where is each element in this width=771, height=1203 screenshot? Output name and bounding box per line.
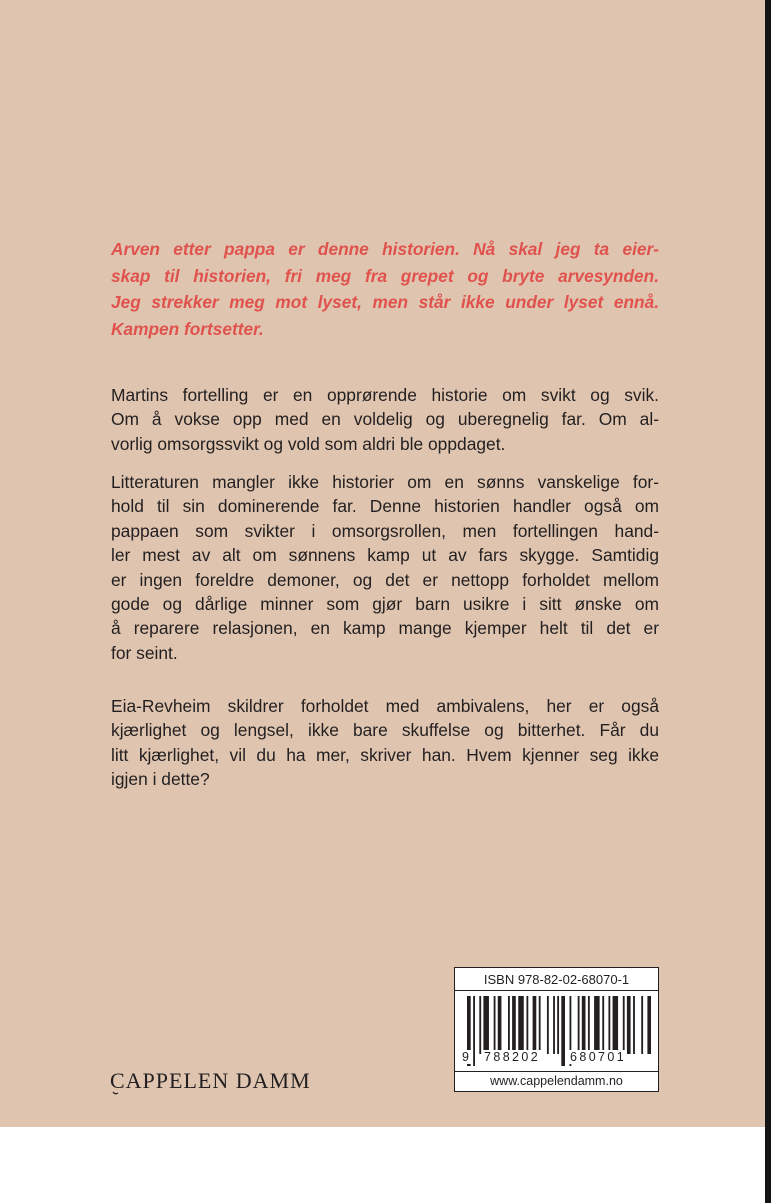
barcode-bar (553, 996, 555, 1054)
paragraph-ambivalence (111, 694, 659, 792)
pull-quote (111, 236, 659, 342)
barcode-bar (641, 996, 643, 1054)
barcode-bar (588, 996, 590, 1054)
barcode-digits (461, 1050, 655, 1068)
publisher-url: www.cappelendamm.no (455, 1071, 658, 1091)
text-line: igjen i dette? (111, 769, 210, 790)
text-line: Litteraturen mangler ikke historier om en sønns vanskelige for- (111, 472, 659, 492)
quote-line: skap til historien, fri meg fra grepet og bryte arvesynden. (111, 265, 659, 286)
paragraph-literature (111, 470, 659, 665)
barcode-bar (508, 996, 510, 1054)
barcode-bar (479, 996, 481, 1054)
barcode-bar (526, 996, 528, 1054)
text-line: å reparere relasjonen, en kamp mange kjemper helt til det er (111, 618, 659, 639)
barcode-bar (539, 996, 541, 1054)
paragraph-intro (111, 383, 659, 456)
barcode-bar (518, 996, 524, 1054)
svg-text:CAPPELEN DAMM: CAPPELEN DAMM (110, 1068, 311, 1093)
barcode-bar (494, 996, 496, 1054)
quote-line: Kampen fortsetter. (111, 318, 264, 339)
text-line: litt kjærlighet, vil du ha mer, skriver han. Hvem kjenner seg ikke (111, 744, 659, 765)
barcode-bar (547, 996, 549, 1054)
edge-strip (765, 0, 771, 1203)
text-line: ler mest av alt om sønnens kamp ut av fars skygge. Samtidig (111, 545, 659, 566)
text-line: Eia-Revheim skildrer forholdet med ambivalens, her er også (111, 696, 659, 716)
barcode-bar (627, 996, 631, 1054)
quote-line: Arven etter pappa er denne historien. Nå skal jeg ta eier- (111, 239, 659, 259)
isbn-barcode (454, 967, 659, 1092)
barcode-bar (608, 996, 610, 1054)
barcode-bar (623, 996, 625, 1054)
text-line: pappaen som svikter i omsorgsrollen, men fortellingen hand- (111, 520, 659, 541)
barcode-bar (533, 996, 537, 1054)
text-line: for seint. (111, 642, 178, 663)
barcode-right-group: 680701 (570, 1050, 627, 1064)
barcode-bar (602, 996, 604, 1054)
barcode-left-group: 788202 (484, 1050, 541, 1064)
publisher-logo-graphic (110, 1066, 320, 1096)
text-line: gode og dårlige minner som gjør barn usikre i sitt ønske om (111, 594, 659, 615)
text-line: Om å vokse opp med en voldelig og uberegnelig far. Om al- (111, 409, 659, 430)
quote-line: Jeg strekker meg mot lyset, men står ikke under lyset ennå. (111, 292, 659, 312)
text-line: vorlig omsorgssvikt og vold som aldri ble oppdaget. (111, 433, 506, 454)
barcode-bar (594, 996, 600, 1054)
barcode-bar (582, 996, 586, 1054)
barcode-bar (578, 996, 580, 1054)
barcode-bar (557, 996, 559, 1054)
isbn-label: ISBN 978-82-02-68070-1 (455, 968, 658, 991)
barcode-bar (633, 996, 635, 1054)
text-line: er ingen foreldre demoner, og det er nettopp forholdet mellom (111, 569, 659, 590)
barcode-bar (483, 996, 489, 1054)
barcode-bar (647, 996, 651, 1054)
barcode-bar (613, 996, 619, 1054)
text-line: hold til sin dominerende far. Denne historien handler også om (111, 496, 659, 517)
publisher-logo (110, 1066, 320, 1102)
barcode-bar (498, 996, 502, 1054)
text-line: Martins fortelling er en opprørende historie om svikt og svik. (111, 385, 659, 405)
text-line: kjærlighet og lengsel, ikke bare skuffelse og bitterhet. Får du (111, 720, 659, 741)
barcode-lead-digit: 9 (462, 1050, 472, 1064)
barcode-bar (512, 996, 516, 1054)
